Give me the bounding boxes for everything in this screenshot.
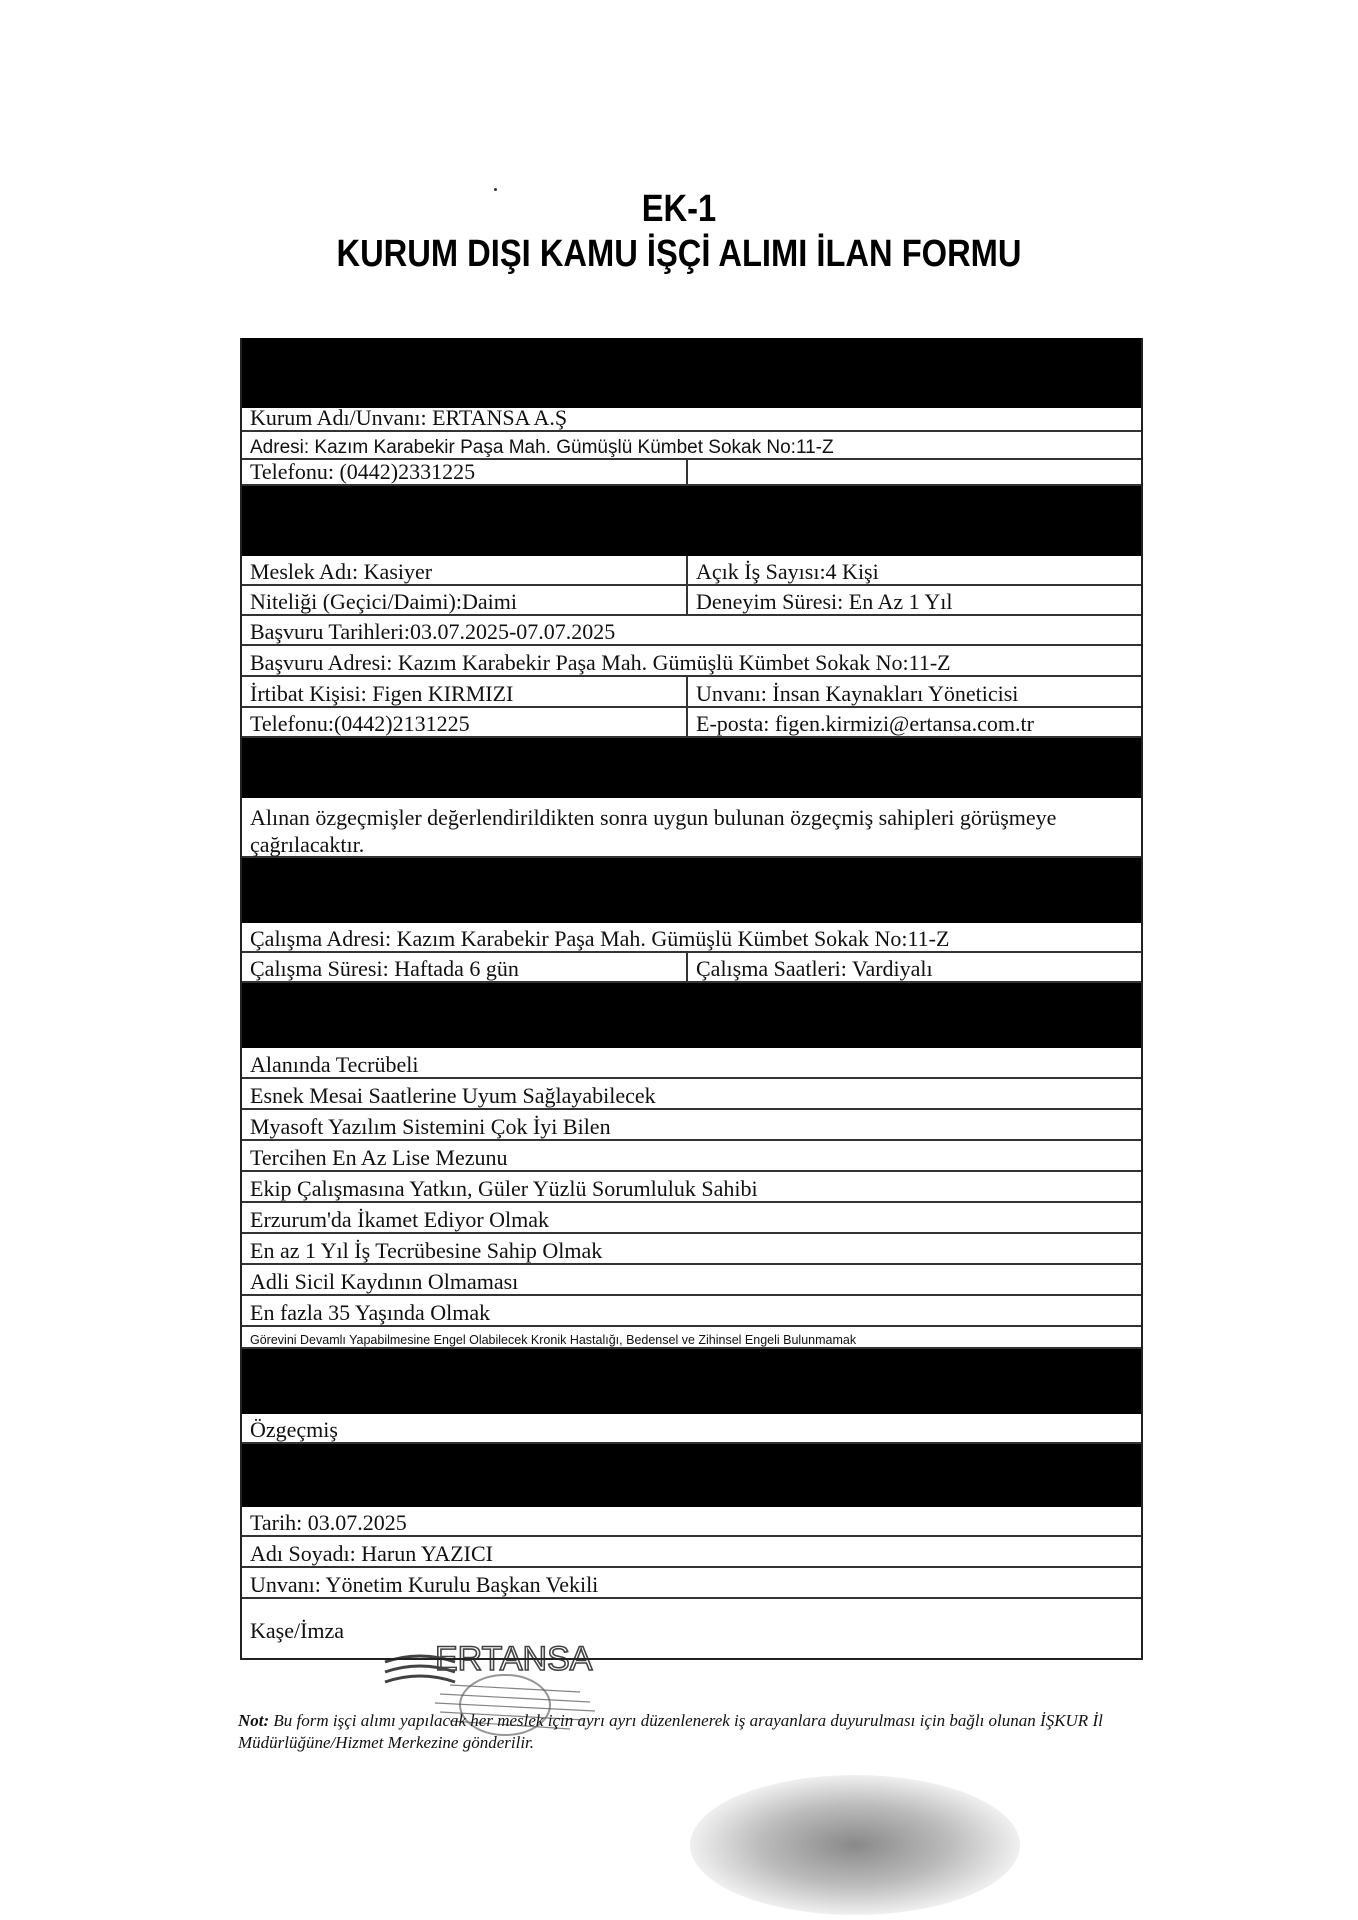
form-code: EK-1 <box>641 188 717 230</box>
signature-date: Tarih: 03.07.2025 <box>250 1510 407 1535</box>
name-row <box>242 1537 1141 1568</box>
redacted-section-header <box>242 1444 1141 1507</box>
institution-address: Adresi: Kazım Karabekir Paşa Mah. Gümüşlü Kümbet Sokak No:11-Z <box>250 437 834 458</box>
requirement: Tercihen En Az Lise Mezunu <box>250 1145 508 1170</box>
application-dates-row <box>242 616 1141 646</box>
requirement: Alanında Tecrübeli <box>250 1052 419 1077</box>
redacted-section-header <box>242 1349 1141 1414</box>
requirement: Erzurum'da İkamet Ediyor Olmak <box>250 1207 550 1232</box>
requirement: En fazla 35 Yaşında Olmak <box>250 1300 491 1325</box>
requirement-row <box>242 1079 1141 1110</box>
process-text: Alınan özgeçmişler değerlendirildikten sonra uygun bulunan özgeçmiş sahipleri görüşmeye çağrılacaktır. <box>242 798 1141 858</box>
contact-email: E-posta: figen.kirmizi@ertansa.com.tr <box>686 708 1141 736</box>
redacted-section-header <box>242 858 1141 923</box>
profession: Meslek Adı: Kasiyer <box>250 559 433 584</box>
scan-smudge <box>690 1775 1020 1915</box>
required-document: Özgeçmiş <box>250 1417 338 1442</box>
signatory-title: Unvanı: Yönetim Kurulu Başkan Vekili <box>250 1572 599 1597</box>
requirement: Esnek Mesai Saatlerine Uyum Sağlayabilecek <box>250 1083 656 1108</box>
contact-person: İrtibat Kişisi: Figen KIRMIZI <box>250 681 514 706</box>
requirement-row <box>242 1172 1141 1203</box>
requirement: Myasoft Yazılım Sistemini Çok İyi Bilen <box>250 1114 611 1139</box>
requirement-row <box>242 1234 1141 1265</box>
requirement: Adli Sicil Kaydının Olmaması <box>250 1269 519 1294</box>
application-address-row <box>242 646 1141 677</box>
requirement-row <box>242 1110 1141 1141</box>
redacted-section-header <box>242 738 1141 798</box>
date-row <box>242 1507 1141 1537</box>
institution-phone: Telefonu: (0442)2331225 <box>250 460 476 484</box>
redacted-section-header <box>242 983 1141 1048</box>
application-address: Başvuru Adresi: Kazım Karabekir Paşa Mah. Gümüşlü Kümbet Sokak No:11-Z <box>250 650 951 675</box>
job-type: Niteliği (Geçici/Daimi):Daimi <box>250 589 517 614</box>
work-address-row <box>242 923 1141 953</box>
note-text: Bu form işçi alımı yapılacak her meslek için ayrı ayrı düzenlenerek iş arayanlara duyurulması için bağlı olunan İŞKUR İl Müdürlüğüne/Hizmet Merkezine gönderilir. <box>238 1711 1103 1752</box>
application-dates: Başvuru Tarihleri:03.07.2025-07.07.2025 <box>250 619 616 644</box>
job-posting-form <box>240 338 1143 1660</box>
stamp-logo-text: ERTANSA <box>435 1640 593 1678</box>
contact-phone-row <box>242 708 1141 738</box>
form-title: KURUM DIŞI KAMU İŞÇİ ALIMI İLAN FORMU <box>336 233 1022 275</box>
work-hours: Çalışma Saatleri: Vardiyalı <box>686 953 1141 981</box>
requirement-row <box>242 1296 1141 1327</box>
redacted-section-header <box>242 486 1141 556</box>
title-row <box>242 1568 1141 1599</box>
requirement-row <box>242 1203 1141 1234</box>
requirement: Ekip Çalışmasına Yatkın, Güler Yüzlü Sorumluluk Sahibi <box>250 1176 758 1201</box>
requirement-row <box>242 1141 1141 1172</box>
note-label: Not: <box>238 1711 270 1730</box>
requirement-row <box>242 1265 1141 1296</box>
contact-row <box>242 677 1141 708</box>
requirement: En az 1 Yıl İş Tecrübesine Sahip Olmak <box>250 1238 603 1263</box>
requirement-row <box>242 1327 1141 1349</box>
institution-name-row <box>242 408 1141 432</box>
empty-cell <box>686 460 1141 484</box>
stamp-label: Kaşe/İmza <box>250 1618 345 1643</box>
profession-row <box>242 556 1141 586</box>
requirement: Görevini Devamlı Yapabilmesine Engel Olabilecek Kronik Hastalığı, Bedensel ve Zihinsel Engeli Bulunmamak <box>250 1332 857 1347</box>
work-schedule-row <box>242 953 1141 983</box>
institution-phone-row <box>242 460 1141 486</box>
stamp-row <box>242 1599 1141 1660</box>
contact-phone: Telefonu:(0442)2131225 <box>250 711 470 736</box>
institution-address-row <box>242 432 1141 460</box>
redacted-section-header <box>242 338 1141 408</box>
contact-title: Unvanı: İnsan Kaynakları Yöneticisi <box>686 677 1141 706</box>
work-duration: Çalışma Süresi: Haftada 6 gün <box>250 956 519 981</box>
job-type-row <box>242 586 1141 616</box>
openings: Açık İş Sayısı:4 Kişi <box>686 556 1141 584</box>
signatory-name: Adı Soyadı: Harun YAZICI <box>250 1541 493 1566</box>
footnote <box>238 1710 1143 1754</box>
experience: Deneyim Süresi: En Az 1 Yıl <box>686 586 1141 614</box>
work-address: Çalışma Adresi: Kazım Karabekir Paşa Mah. Gümüşlü Kümbet Sokak No:11-Z <box>250 926 950 951</box>
document-row <box>242 1414 1141 1444</box>
institution-name: Kurum Adı/Unvanı: ERTANSA A.Ş <box>250 408 568 430</box>
requirement-row <box>242 1048 1141 1079</box>
